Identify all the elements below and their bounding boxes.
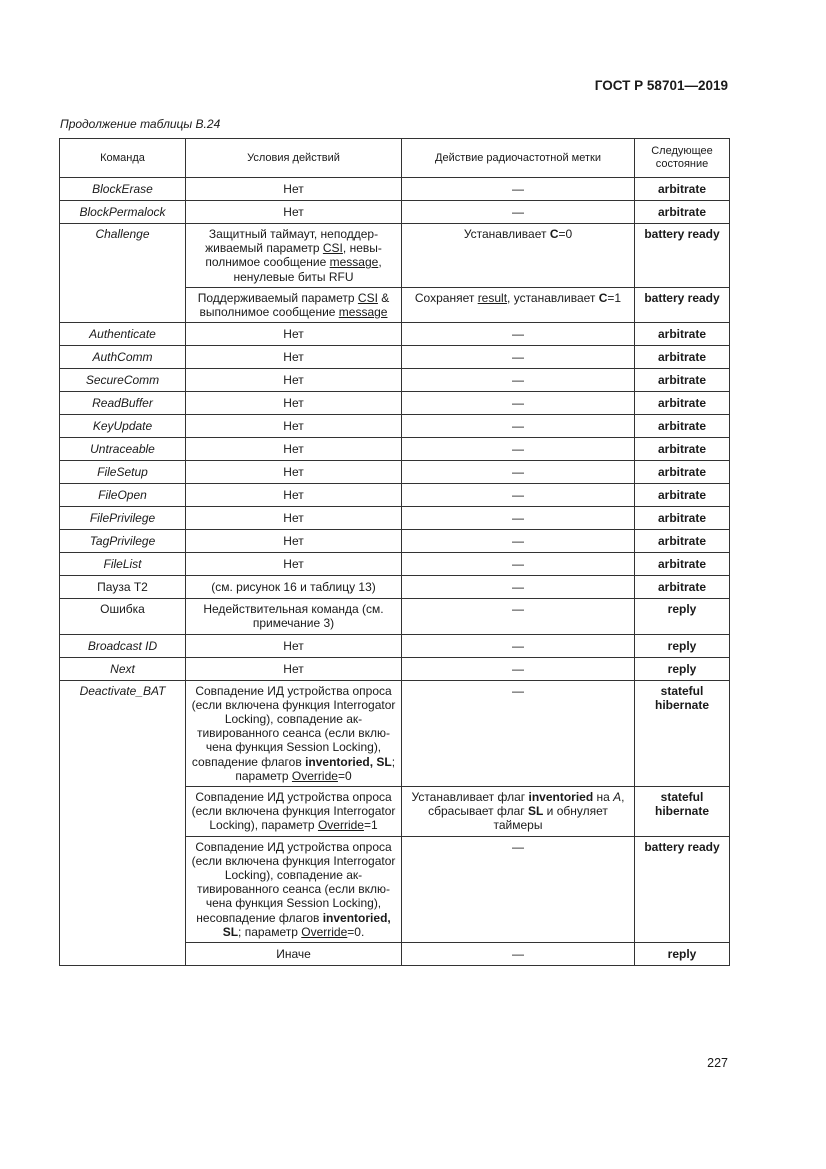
condition-cell: Нет: [186, 323, 402, 346]
action-cell: —: [402, 836, 635, 942]
table-row: [60, 178, 730, 201]
table-row: [60, 392, 730, 415]
table-row: [60, 599, 730, 634]
table-row: [60, 415, 730, 438]
next-state-cell: arbitrate: [635, 484, 730, 507]
next-state-cell: battery ready: [635, 836, 730, 942]
command-cell: Ошибка: [60, 599, 186, 634]
command-cell: Deactivate_BAT: [60, 680, 186, 965]
command-cell: Next: [60, 657, 186, 680]
table-row: [60, 369, 730, 392]
action-cell: —: [402, 369, 635, 392]
condition-cell: Нет: [186, 657, 402, 680]
condition-cell: Нет: [186, 346, 402, 369]
condition-cell: Нет: [186, 634, 402, 657]
next-state-cell: arbitrate: [635, 178, 730, 201]
action-cell: —: [402, 530, 635, 553]
header-conditions: Условия действий: [186, 139, 402, 178]
next-state-cell: arbitrate: [635, 323, 730, 346]
condition-cell: Поддерживаемый параметр CSI & выполнимое сообщение message: [186, 287, 402, 322]
command-cell: Untraceable: [60, 438, 186, 461]
table-row: [60, 657, 730, 680]
table-header-row: [60, 139, 730, 178]
condition-cell: Иначе: [186, 943, 402, 966]
command-cell: BlockPermalock: [60, 201, 186, 224]
table-row: [60, 438, 730, 461]
next-state-cell: arbitrate: [635, 201, 730, 224]
page-number: 227: [707, 1056, 728, 1070]
table-row: [60, 576, 730, 599]
action-cell: —: [402, 323, 635, 346]
condition-cell: Совпадение ИД устройства опроса (если включена функция Interrogator Locking), совпадение ак-тивированного сеанса (если вклю-чена функция Session Locking), совпадение флагов inventoried, SL; параметр Override=0: [186, 680, 402, 786]
command-cell: SecureComm: [60, 369, 186, 392]
condition-cell: Нет: [186, 201, 402, 224]
next-state-cell: arbitrate: [635, 415, 730, 438]
action-cell: Сохраняет result, устанавливает C=1: [402, 287, 635, 322]
condition-cell: Совпадение ИД устройства опроса (если включена функция Interrogator Locking), совпадение ак-тивированного сеанса (если вклю-чена функция Session Locking), несовпадение флагов inventoried, SL; параметр Override=0.: [186, 836, 402, 942]
action-cell: —: [402, 576, 635, 599]
condition-cell: Нет: [186, 507, 402, 530]
next-state-cell: reply: [635, 657, 730, 680]
next-state-cell: arbitrate: [635, 507, 730, 530]
command-cell: Challenge: [60, 224, 186, 323]
condition-cell: Нет: [186, 178, 402, 201]
table-row: [60, 224, 730, 288]
action-cell: —: [402, 346, 635, 369]
table-row: [60, 680, 730, 786]
header-action: Действие радиочастотной метки: [402, 139, 635, 178]
table-row: [60, 634, 730, 657]
next-state-cell: arbitrate: [635, 392, 730, 415]
action-cell: Устанавливает флаг inventoried на A, сбрасывает флаг SL и обнуляет таймеры: [402, 787, 635, 837]
action-cell: —: [402, 943, 635, 966]
condition-cell: Нет: [186, 484, 402, 507]
next-state-cell: reply: [635, 599, 730, 634]
next-state-cell: arbitrate: [635, 461, 730, 484]
action-cell: —: [402, 680, 635, 786]
condition-cell: Нет: [186, 415, 402, 438]
next-state-cell: arbitrate: [635, 553, 730, 576]
condition-cell: (см. рисунок 16 и таблицу 13): [186, 576, 402, 599]
next-state-cell: arbitrate: [635, 346, 730, 369]
next-state-cell: arbitrate: [635, 438, 730, 461]
next-state-cell: arbitrate: [635, 576, 730, 599]
command-cell: FileList: [60, 553, 186, 576]
next-state-cell: reply: [635, 634, 730, 657]
next-state-cell: battery ready: [635, 287, 730, 322]
table-row: [60, 323, 730, 346]
command-cell: BlockErase: [60, 178, 186, 201]
condition-cell: Совпадение ИД устройства опроса (если включена функция Interrogator Locking), параметр Override=1: [186, 787, 402, 837]
action-cell: —: [402, 178, 635, 201]
command-cell: KeyUpdate: [60, 415, 186, 438]
condition-cell: Нет: [186, 438, 402, 461]
next-state-cell: arbitrate: [635, 530, 730, 553]
action-cell: —: [402, 201, 635, 224]
header-command: Команда: [60, 139, 186, 178]
next-state-cell: stateful hibernate: [635, 787, 730, 837]
state-transition-table: [59, 138, 730, 966]
command-cell: AuthComm: [60, 346, 186, 369]
condition-cell: Нет: [186, 553, 402, 576]
table-caption: Продолжение таблицы В.24: [60, 117, 221, 131]
header-next-state: Следующее состояние: [635, 139, 730, 178]
action-cell: —: [402, 438, 635, 461]
next-state-cell: arbitrate: [635, 369, 730, 392]
table-row: [60, 553, 730, 576]
action-cell: —: [402, 599, 635, 634]
command-cell: TagPrivilege: [60, 530, 186, 553]
condition-cell: Недействительная команда (см. примечание 3): [186, 599, 402, 634]
action-cell: —: [402, 461, 635, 484]
action-cell: —: [402, 484, 635, 507]
action-cell: —: [402, 553, 635, 576]
command-cell: Пауза T2: [60, 576, 186, 599]
condition-cell: Защитный таймаут, неподдер-живаемый параметр CSI, невы-полнимое сообщение message, ненулевые биты RFU: [186, 224, 402, 288]
table-row: [60, 461, 730, 484]
condition-cell: Нет: [186, 392, 402, 415]
condition-cell: Нет: [186, 369, 402, 392]
action-cell: Устанавливает C=0: [402, 224, 635, 288]
next-state-cell: reply: [635, 943, 730, 966]
command-cell: Broadcast ID: [60, 634, 186, 657]
table-row: [60, 530, 730, 553]
action-cell: —: [402, 415, 635, 438]
action-cell: —: [402, 657, 635, 680]
document-standard-number: ГОСТ Р 58701—2019: [594, 78, 728, 93]
action-cell: —: [402, 634, 635, 657]
table-row: [60, 507, 730, 530]
next-state-cell: battery ready: [635, 224, 730, 288]
next-state-cell: stateful hibernate: [635, 680, 730, 786]
command-cell: FileOpen: [60, 484, 186, 507]
condition-cell: Нет: [186, 530, 402, 553]
command-cell: FilePrivilege: [60, 507, 186, 530]
table-row: [60, 484, 730, 507]
command-cell: ReadBuffer: [60, 392, 186, 415]
command-cell: Authenticate: [60, 323, 186, 346]
command-cell: FileSetup: [60, 461, 186, 484]
table-row: [60, 346, 730, 369]
action-cell: —: [402, 507, 635, 530]
table-row: [60, 201, 730, 224]
action-cell: —: [402, 392, 635, 415]
condition-cell: Нет: [186, 461, 402, 484]
